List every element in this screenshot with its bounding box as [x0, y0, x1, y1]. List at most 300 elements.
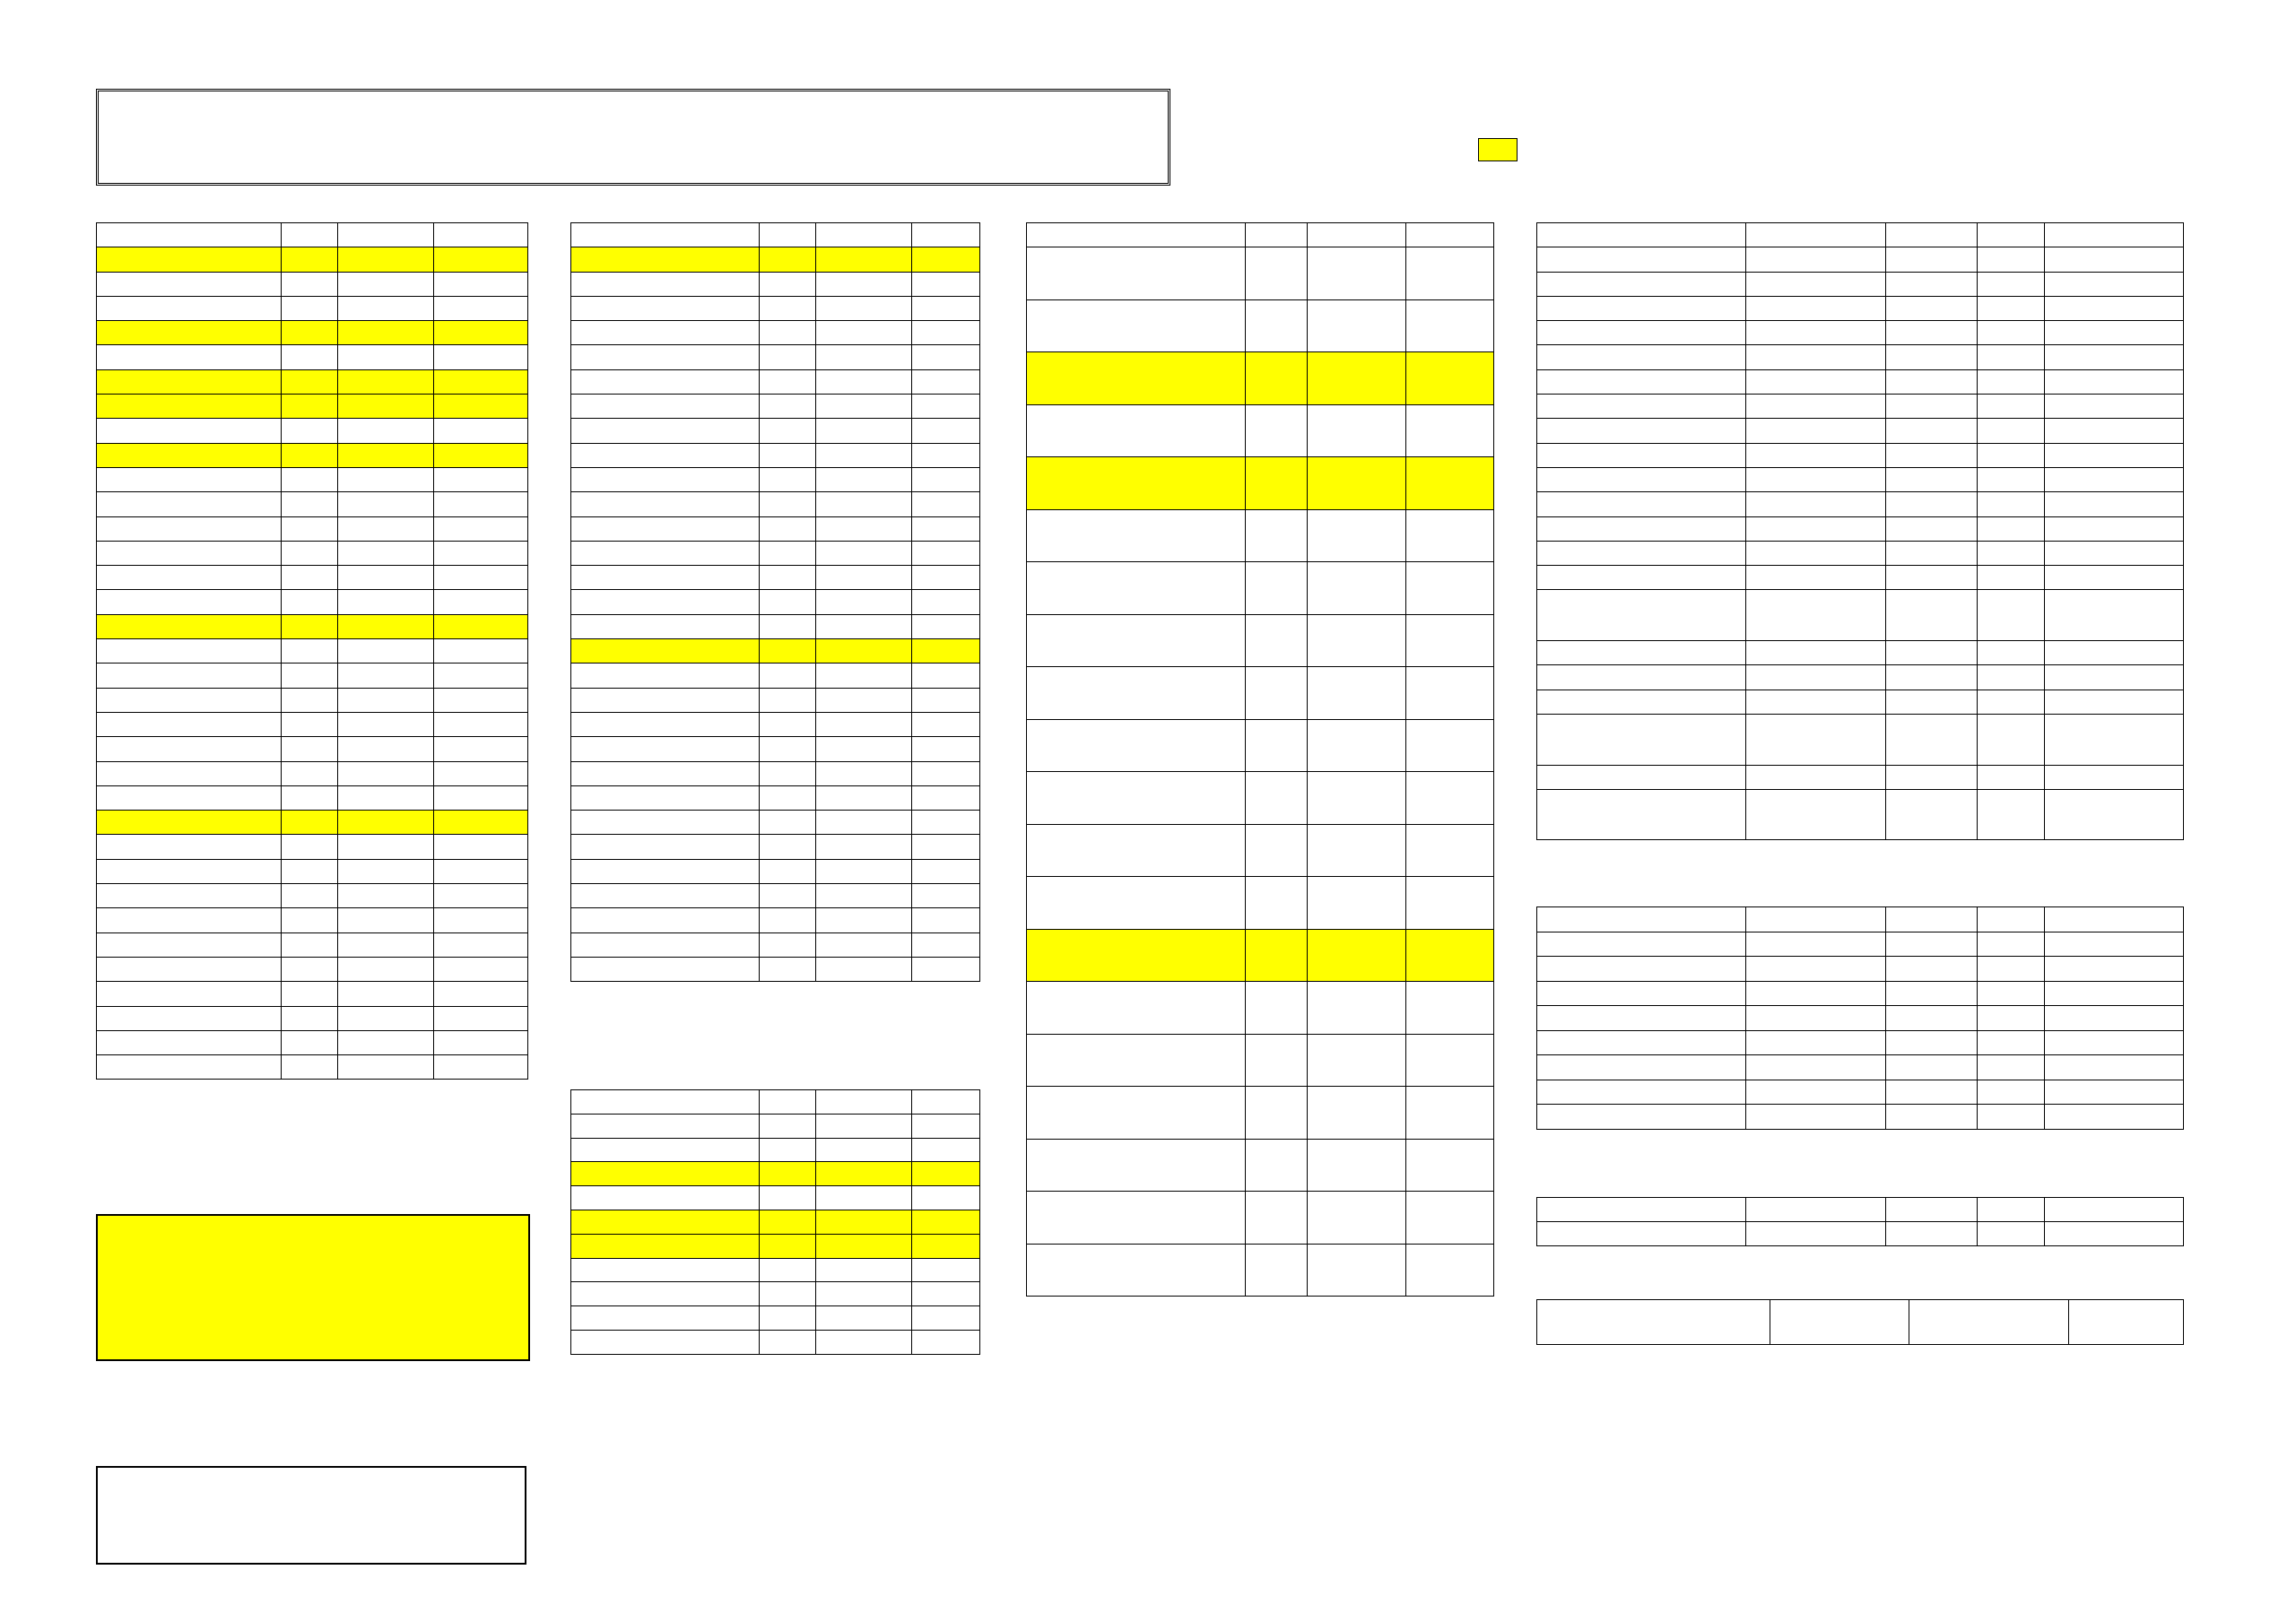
- table-cell: [1537, 957, 1746, 982]
- table-cell: [97, 321, 282, 345]
- header-cell: [1537, 1198, 1746, 1222]
- table-cell: [1978, 467, 2045, 491]
- table-cell: [338, 835, 434, 859]
- table-cell: [1308, 772, 1406, 825]
- table-cell: [97, 785, 282, 810]
- table-row: [1537, 369, 2184, 394]
- handbook-table: [1536, 1197, 2184, 1246]
- table-cell: [1886, 1006, 1978, 1031]
- table-cell: [759, 957, 816, 981]
- table-cell: [338, 369, 434, 394]
- table-cell: [1245, 299, 1308, 352]
- table-cell: [1978, 566, 2045, 590]
- table-row: [571, 516, 980, 541]
- table-cell: [1886, 1030, 1978, 1055]
- table-cell: [2045, 714, 2184, 765]
- table-row: [571, 737, 980, 761]
- kanpo-table: [570, 1089, 980, 1355]
- table-cell: [97, 467, 282, 491]
- table-cell: [759, 369, 816, 394]
- table-row: [571, 664, 980, 688]
- table-cell: [338, 785, 434, 810]
- table-cell: [1745, 765, 1886, 789]
- contact-box: [96, 1466, 526, 1565]
- header-cell: [1245, 223, 1308, 247]
- table-cell: [2045, 1030, 2184, 1055]
- table-cell: [97, 395, 282, 419]
- table-cell: [97, 1055, 282, 1080]
- table-cell: [281, 419, 338, 443]
- table-cell: [97, 492, 282, 516]
- table-row: [1537, 981, 2184, 1006]
- table-cell: [912, 884, 980, 908]
- header-cell: [1537, 907, 1746, 932]
- table-cell: [912, 1306, 980, 1331]
- table-row: [1537, 541, 2184, 565]
- table-cell: [2045, 541, 2184, 565]
- table-row: [571, 1138, 980, 1162]
- table-cell: [759, 492, 816, 516]
- table-cell: [759, 1234, 816, 1258]
- table-cell: [571, 639, 760, 664]
- table-row: [571, 957, 980, 981]
- table-row: [1537, 1080, 2184, 1105]
- table-row: [1537, 296, 2184, 320]
- table-cell: [571, 467, 760, 491]
- table-cell: [816, 761, 912, 785]
- table-cell: [1406, 247, 1494, 300]
- table-cell: [2045, 443, 2184, 467]
- table-cell: [434, 1055, 528, 1080]
- table-cell: [759, 443, 816, 467]
- series-cell: [1027, 982, 1246, 1035]
- table-cell: [281, 761, 338, 785]
- notice-box: [96, 1214, 530, 1361]
- table-row: [571, 1114, 980, 1138]
- table-cell: [759, 566, 816, 590]
- table-row: [571, 1162, 980, 1186]
- table-row: [97, 664, 528, 688]
- table-cell: [816, 859, 912, 883]
- table-cell: [1537, 492, 1746, 516]
- table-cell: [816, 811, 912, 835]
- table-cell: [571, 614, 760, 638]
- table-cell: [97, 614, 282, 638]
- table-row: [97, 688, 528, 712]
- table-cell: [1308, 719, 1406, 772]
- table-cell: [1537, 789, 1746, 840]
- table-cell: [1245, 982, 1308, 1035]
- series-cell: [1027, 929, 1246, 982]
- table-cell: [759, 1210, 816, 1234]
- series-cell: [1027, 247, 1246, 300]
- series-cell: [1027, 1034, 1246, 1087]
- header-cell: [1308, 223, 1406, 247]
- table-cell: [816, 664, 912, 688]
- table-cell: [912, 1282, 980, 1306]
- table-cell: [1308, 562, 1406, 615]
- table-cell: [816, 932, 912, 957]
- table-cell: [1978, 516, 2045, 541]
- table-row: [1537, 714, 2184, 765]
- table-cell: [281, 541, 338, 565]
- table-cell: [2045, 1055, 2184, 1080]
- table-cell: [1537, 1222, 1746, 1246]
- table-cell: [434, 369, 528, 394]
- table-row: [571, 1210, 980, 1234]
- table-cell: [1308, 614, 1406, 667]
- table-cell: [97, 419, 282, 443]
- table-cell: [97, 272, 282, 296]
- table-cell: [571, 811, 760, 835]
- table-cell: [281, 345, 338, 369]
- table-cell: [1537, 1030, 1746, 1055]
- table-cell: [1745, 492, 1886, 516]
- table-row: [1027, 457, 1494, 510]
- table-cell: [1978, 443, 2045, 467]
- table-row: [571, 1258, 980, 1282]
- purchase-instructions: [96, 89, 1170, 186]
- table-cell: [1406, 1139, 1494, 1192]
- table-row: [1537, 590, 2184, 641]
- table-cell: [281, 321, 338, 345]
- table-row: [97, 957, 528, 981]
- table-cell: [434, 737, 528, 761]
- table-cell: [434, 395, 528, 419]
- table-cell: [1537, 419, 1746, 443]
- table-row: [97, 467, 528, 491]
- table-cell: [338, 614, 434, 638]
- table-row: [571, 492, 980, 516]
- table-cell: [571, 321, 760, 345]
- table-row: [1537, 789, 2184, 840]
- table-row: [97, 1055, 528, 1080]
- table-cell: [759, 345, 816, 369]
- table-cell: [759, 1114, 816, 1138]
- table-cell: [97, 369, 282, 394]
- table-row: [571, 884, 980, 908]
- table-cell: [1745, 272, 1886, 296]
- table-cell: [1886, 247, 1978, 272]
- table-row: [97, 785, 528, 810]
- header-cell: [1745, 907, 1886, 932]
- table-row: [1537, 419, 2184, 443]
- table-cell: [571, 1258, 760, 1282]
- table-cell: [338, 737, 434, 761]
- table-cell: [816, 1186, 912, 1210]
- table-cell: [338, 467, 434, 491]
- table-cell: [281, 688, 338, 712]
- zuroku-table: [1536, 222, 2184, 840]
- table-cell: [912, 395, 980, 419]
- table-cell: [1978, 957, 2045, 982]
- table-row: [1027, 719, 1494, 772]
- table-row: [97, 639, 528, 664]
- table-row: [97, 614, 528, 638]
- table-cell: [816, 688, 912, 712]
- table-cell: [434, 785, 528, 810]
- table-cell: [1886, 369, 1978, 394]
- table-cell: [816, 492, 912, 516]
- table-cell: [1978, 1080, 2045, 1105]
- table-cell: [816, 737, 912, 761]
- table-cell: [1245, 509, 1308, 562]
- table-cell: [816, 566, 912, 590]
- table-cell: [2045, 467, 2184, 491]
- table-cell: [912, 1114, 980, 1138]
- table-cell: [97, 737, 282, 761]
- table-cell: [816, 1210, 912, 1234]
- table-cell: [816, 516, 912, 541]
- table-cell: [571, 835, 760, 859]
- table-cell: [1406, 457, 1494, 510]
- table-cell: [338, 272, 434, 296]
- table-cell: [97, 932, 282, 957]
- table-cell: [912, 737, 980, 761]
- table-cell: [1745, 541, 1886, 565]
- table-cell: [816, 369, 912, 394]
- table-cell: [1537, 590, 1746, 641]
- table-cell: [571, 247, 760, 272]
- table-row: [571, 321, 980, 345]
- table-cell: [816, 614, 912, 638]
- table-cell: [281, 247, 338, 272]
- table-cell: [1745, 957, 1886, 982]
- table-cell: [1745, 1006, 1886, 1031]
- table-cell: [1886, 641, 1978, 665]
- table-cell: [912, 590, 980, 614]
- table-row: [97, 419, 528, 443]
- table-cell: [759, 737, 816, 761]
- table-cell: [338, 664, 434, 688]
- table-cell: [1886, 321, 1978, 345]
- table-row: [1537, 1222, 2184, 1246]
- series-cell: [1027, 404, 1246, 457]
- table-cell: [434, 639, 528, 664]
- table-cell: [571, 541, 760, 565]
- table-row: [571, 1306, 980, 1331]
- table-row: [97, 566, 528, 590]
- table-cell: [434, 419, 528, 443]
- table-cell: [434, 884, 528, 908]
- table-cell: [571, 1114, 760, 1138]
- table-cell: [1537, 566, 1746, 590]
- table-cell: [434, 1006, 528, 1030]
- table-cell: [434, 590, 528, 614]
- table-cell: [338, 957, 434, 981]
- table-cell: [571, 737, 760, 761]
- table-cell: [1245, 614, 1308, 667]
- table-cell: [816, 712, 912, 736]
- header-cell: [912, 1090, 980, 1115]
- table-cell: [816, 835, 912, 859]
- freight-header: [1770, 1300, 1909, 1345]
- table-row: [97, 761, 528, 785]
- table-cell: [1886, 443, 1978, 467]
- table-row: [571, 443, 980, 467]
- table-cell: [759, 1138, 816, 1162]
- table-cell: [281, 811, 338, 835]
- table-cell: [759, 932, 816, 957]
- table-row: [1537, 957, 2184, 982]
- table-cell: [912, 785, 980, 810]
- table-cell: [434, 321, 528, 345]
- table-cell: [97, 1006, 282, 1030]
- table-cell: [338, 443, 434, 467]
- table-cell: [338, 982, 434, 1006]
- table-cell: [97, 712, 282, 736]
- table-cell: [759, 516, 816, 541]
- header-cell: [2045, 907, 2184, 932]
- table-cell: [1745, 467, 1886, 491]
- table-cell: [912, 712, 980, 736]
- table-cell: [338, 639, 434, 664]
- table-cell: [571, 884, 760, 908]
- table-cell: [1745, 1222, 1886, 1246]
- table-row: [1537, 932, 2184, 957]
- table-cell: [1537, 247, 1746, 272]
- table-row: [1537, 272, 2184, 296]
- table-cell: [97, 859, 282, 883]
- table-cell: [1245, 1192, 1308, 1245]
- table-cell: [281, 957, 338, 981]
- table-row: [97, 835, 528, 859]
- table-row: [97, 1030, 528, 1054]
- header-cell: [571, 223, 760, 247]
- table-cell: [1537, 981, 1746, 1006]
- table-cell: [912, 859, 980, 883]
- table-cell: [281, 566, 338, 590]
- table-row: [1027, 614, 1494, 667]
- table-cell: [338, 541, 434, 565]
- table-cell: [97, 639, 282, 664]
- table-cell: [97, 884, 282, 908]
- table-cell: [1745, 981, 1886, 1006]
- table-row: [571, 395, 980, 419]
- table-row: [1027, 877, 1494, 930]
- table-row: [571, 785, 980, 810]
- table-cell: [1978, 419, 2045, 443]
- table-cell: [912, 1210, 980, 1234]
- table-cell: [571, 1234, 760, 1258]
- table-cell: [1978, 789, 2045, 840]
- table-cell: [816, 590, 912, 614]
- table-cell: [816, 247, 912, 272]
- header-cell: [1886, 1198, 1978, 1222]
- table-cell: [1537, 467, 1746, 491]
- table-cell: [1245, 824, 1308, 877]
- table-cell: [759, 1306, 816, 1331]
- table-cell: [1406, 404, 1494, 457]
- table-cell: [338, 932, 434, 957]
- table-row: [571, 1330, 980, 1354]
- legend: [1478, 137, 1526, 161]
- table-cell: [338, 419, 434, 443]
- table-cell: [1745, 419, 1886, 443]
- table-row: [571, 1234, 980, 1258]
- table-cell: [912, 541, 980, 565]
- table-row: [571, 761, 980, 785]
- table-row: [571, 541, 980, 565]
- table-row: [97, 369, 528, 394]
- table-cell: [816, 1114, 912, 1138]
- table-cell: [97, 664, 282, 688]
- table-cell: [1745, 1080, 1886, 1105]
- table-row: [1027, 1244, 1494, 1297]
- table-cell: [1406, 772, 1494, 825]
- table-cell: [571, 761, 760, 785]
- freight-header: [1909, 1300, 2069, 1345]
- table-cell: [2045, 272, 2184, 296]
- table-cell: [912, 566, 980, 590]
- table-cell: [1537, 1080, 1746, 1105]
- table-row: [97, 884, 528, 908]
- table-cell: [571, 932, 760, 957]
- table-row: [1537, 321, 2184, 345]
- table-cell: [759, 296, 816, 320]
- table-cell: [434, 761, 528, 785]
- table-cell: [912, 1330, 980, 1354]
- table-cell: [1978, 641, 2045, 665]
- table-cell: [338, 884, 434, 908]
- table-cell: [434, 566, 528, 590]
- table-row: [97, 516, 528, 541]
- table-cell: [434, 712, 528, 736]
- table-cell: [1745, 516, 1886, 541]
- table-cell: [1886, 566, 1978, 590]
- table-cell: [571, 443, 760, 467]
- table-row: [97, 443, 528, 467]
- table-cell: [1406, 614, 1494, 667]
- table-cell: [338, 712, 434, 736]
- series-cell: [1027, 1192, 1246, 1245]
- table-cell: [912, 369, 980, 394]
- table-row: [571, 369, 980, 394]
- table-cell: [816, 1282, 912, 1306]
- header-cell: [1978, 1198, 2045, 1222]
- table-row: [1027, 772, 1494, 825]
- header-cell: [816, 223, 912, 247]
- series-cell: [1027, 719, 1246, 772]
- series-cell: [1027, 1087, 1246, 1140]
- legend-swatch: [1478, 138, 1518, 161]
- table-cell: [434, 908, 528, 932]
- table-cell: [1406, 509, 1494, 562]
- table-cell: [281, 369, 338, 394]
- table-cell: [281, 785, 338, 810]
- table-row: [571, 419, 980, 443]
- table-cell: [1245, 719, 1308, 772]
- table-cell: [281, 395, 338, 419]
- table-cell: [434, 614, 528, 638]
- table-cell: [1978, 932, 2045, 957]
- table-cell: [1406, 982, 1494, 1035]
- table-row: [571, 590, 980, 614]
- table-cell: [1537, 272, 1746, 296]
- table-cell: [1406, 352, 1494, 405]
- table-cell: [1308, 877, 1406, 930]
- table-cell: [97, 345, 282, 369]
- table-cell: [434, 835, 528, 859]
- table-cell: [1745, 395, 1886, 419]
- table-cell: [281, 1055, 338, 1080]
- table-cell: [2045, 665, 2184, 690]
- table-cell: [1886, 765, 1978, 789]
- table-cell: [338, 908, 434, 932]
- table-cell: [1245, 404, 1308, 457]
- table-cell: [434, 982, 528, 1006]
- table-cell: [1308, 299, 1406, 352]
